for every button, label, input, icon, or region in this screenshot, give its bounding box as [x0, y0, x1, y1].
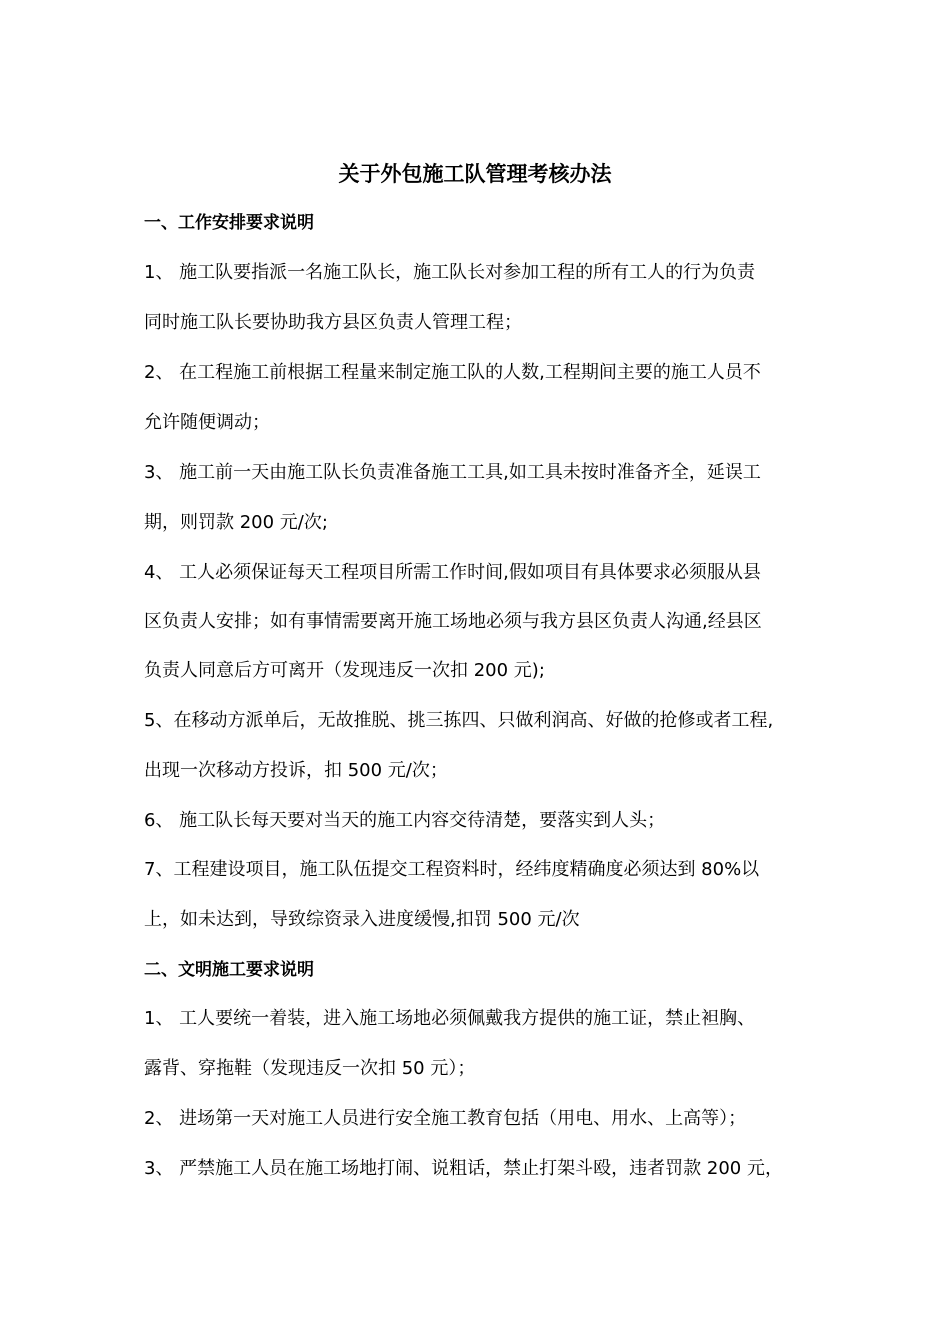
paragraph-line: 区负责人安排；如有事情需要离开施工场地必须与我方县区负责人沟通,经县区 [144, 611, 762, 632]
paragraph-line: 2、 在工程施工前根据工程量来制定施工队的人数,工程期间主要的施工人员不 [144, 362, 761, 383]
paragraph-line: 出现一次移动方投诉，扣 500 元/次； [144, 760, 448, 781]
paragraph-line: 露背、穿拖鞋（发现违反一次扣 50 元）； [144, 1058, 476, 1079]
document-title: 关于外包施工队管理考核办法 [338, 162, 612, 186]
paragraph-line: 上，如未达到，导致综资录入进度缓慢,扣罚 500 元/次 [144, 909, 580, 930]
paragraph-line: 3、 严禁施工人员在施工场地打闹、说粗话，禁止打架斗殴，违者罚款 200 元， [144, 1158, 783, 1179]
paragraph-line: 5、在移动方派单后，无故推脱、挑三拣四、只做利润高、好做的抢修或者工程, [144, 710, 774, 731]
section-heading-civilized-construction: 二、文明施工要求说明 [144, 960, 314, 980]
paragraph-line: 3、 施工前一天由施工队长负责准备施工工具,如工具未按时准备齐全，延误工 [144, 462, 761, 483]
section-heading-work-arrangement: 一、工作安排要求说明 [144, 213, 314, 233]
paragraph-line: 负责人同意后方可离开（发现违反一次扣 200 元); [144, 660, 545, 681]
paragraph-line: 2、 进场第一天对施工人员进行安全施工教育包括（用电、用水、上高等）； [144, 1108, 747, 1129]
paragraph-line: 同时施工队长要协助我方县区负责人管理工程； [144, 312, 522, 333]
paragraph-line: 6、 施工队长每天要对当天的施工内容交待清楚，要落实到人头； [144, 810, 666, 831]
paragraph-line: 1、 工人要统一着装，进入施工场地必须佩戴我方提供的施工证，禁止袒胸、 [144, 1008, 756, 1029]
paragraph-line: 1、 施工队要指派一名施工队长，施工队长对参加工程的所有工人的行为负责 [144, 262, 756, 283]
paragraph-line: 允许随便调动； [144, 412, 270, 433]
paragraph-line: 7、工程建设项目，施工队伍提交工程资料时，经纬度精确度必须达到 80%以 [144, 859, 760, 880]
paragraph-line: 4、 工人必须保证每天工程项目所需工作时间,假如项目有具体要求必须服从县 [144, 562, 761, 583]
paragraph-line: 期，则罚款 200 元/次; [144, 512, 328, 533]
